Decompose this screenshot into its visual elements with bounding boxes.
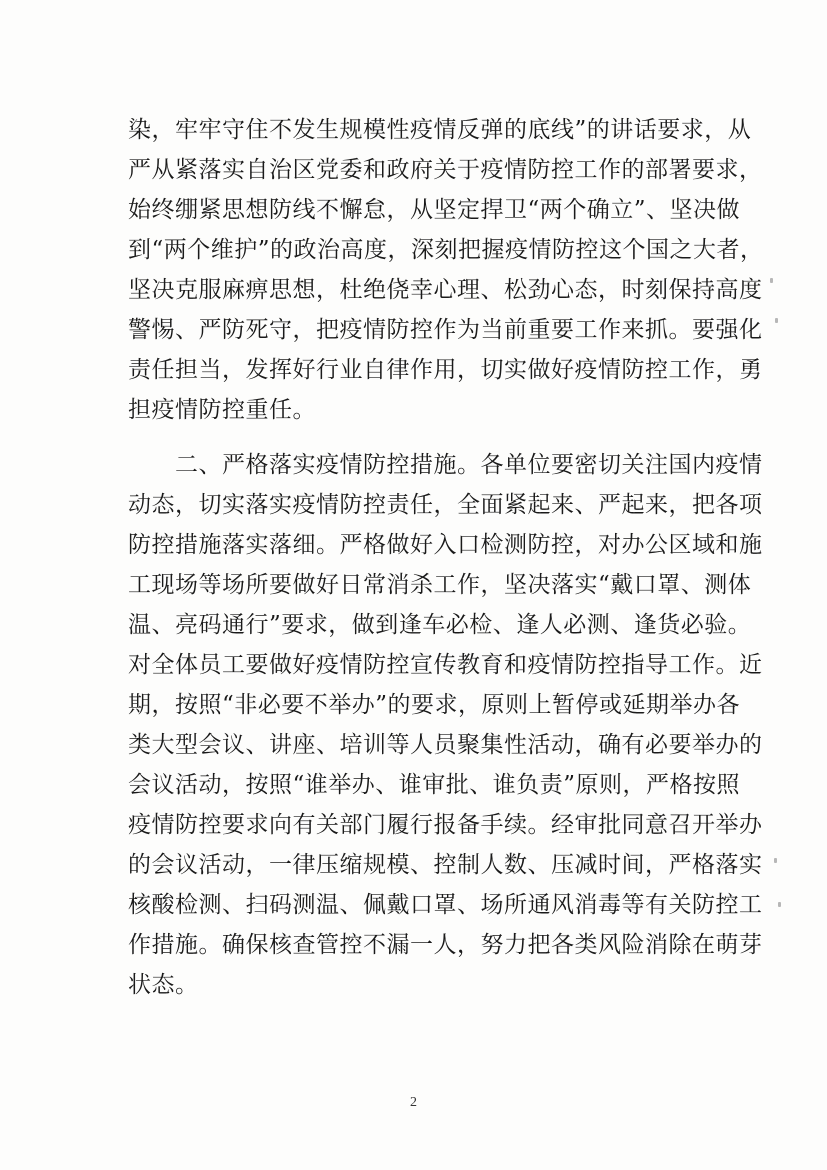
text-line: 疫情防控要求向有关部门履行报备手续。经审批同意召开举办 <box>128 812 763 838</box>
text-line: 动态，切实落实疫情防控责任，全面紧起来、严起来，把各项 <box>128 492 763 518</box>
text-line: 温、亮码通行”要求，做到逢车必检、逢人必测、逢货必验。 <box>128 612 752 638</box>
text-line: 染，牢牢守住不发生规模性疫情反弹的底线”的讲话要求，从 <box>128 117 752 143</box>
text-line: 期，按照“非必要不举办”的要求，原则上暂停或延期举办各 <box>128 692 741 718</box>
page-number: 2 <box>410 1095 417 1110</box>
text-line: 工现场等场所要做好日常消杀工作，坚决落实“戴口罩、测体 <box>128 572 752 598</box>
text-line: 警惕、严防死守，把疫情防控作为当前重要工作来抓。要强化 <box>128 317 763 343</box>
text-line: 作措施。确保核查管控不漏一人，努力把各类风险消除在萌芽 <box>128 932 763 958</box>
scan-speck <box>775 318 778 323</box>
paragraph-1 <box>128 110 764 430</box>
text-line: 对全体员工要做好疫情防控宣传教育和疫情防控指导工作。近 <box>128 652 763 678</box>
text-line: 防控措施落实落细。严格做好入口检测防控，对办公区域和施 <box>128 532 763 558</box>
text-line: 坚决克服麻痹思想，杜绝侥幸心理、松劲心态，时刻保持高度 <box>128 277 763 303</box>
text-line: 状态。 <box>128 972 199 998</box>
text-line: 会议活动，按照“谁举办、谁审批、谁负责”原则，严格按照 <box>128 772 741 798</box>
text-line: 始终绷紧思想防线不懈怠，从坚定捍卫“两个确立”、坚决做 <box>128 197 741 223</box>
scan-speck <box>778 902 781 907</box>
text-line: 核酸检测、扫码测温、佩戴口罩、场所通风消毒等有关防控工 <box>128 892 763 918</box>
text-line: 到“两个维护”的政治高度，深刻把握疫情防控这个国之大者， <box>128 237 764 263</box>
text-line: 担疫情防控重任。 <box>128 397 316 423</box>
text-line: 二、严格落实疫情防控措施。各单位要密切关注国内疫情 <box>128 452 763 478</box>
scan-speck <box>774 858 777 863</box>
text-line: 的会议活动，一律压缩规模、控制人数、压减时间，严格落实 <box>128 852 763 878</box>
document-body <box>128 110 764 1005</box>
text-line: 责任担当，发挥好行业自律作用，切实做好疫情防控工作，勇 <box>128 357 763 383</box>
text-line: 严从紧落实自治区党委和政府关于疫情防控工作的部署要求， <box>128 157 763 183</box>
text-line: 类大型会议、讲座、培训等人员聚集性活动，确有必要举办的 <box>128 732 763 758</box>
scan-speck <box>770 278 773 283</box>
paragraph-2 <box>128 445 763 1005</box>
paragraph-spacing <box>128 430 728 445</box>
